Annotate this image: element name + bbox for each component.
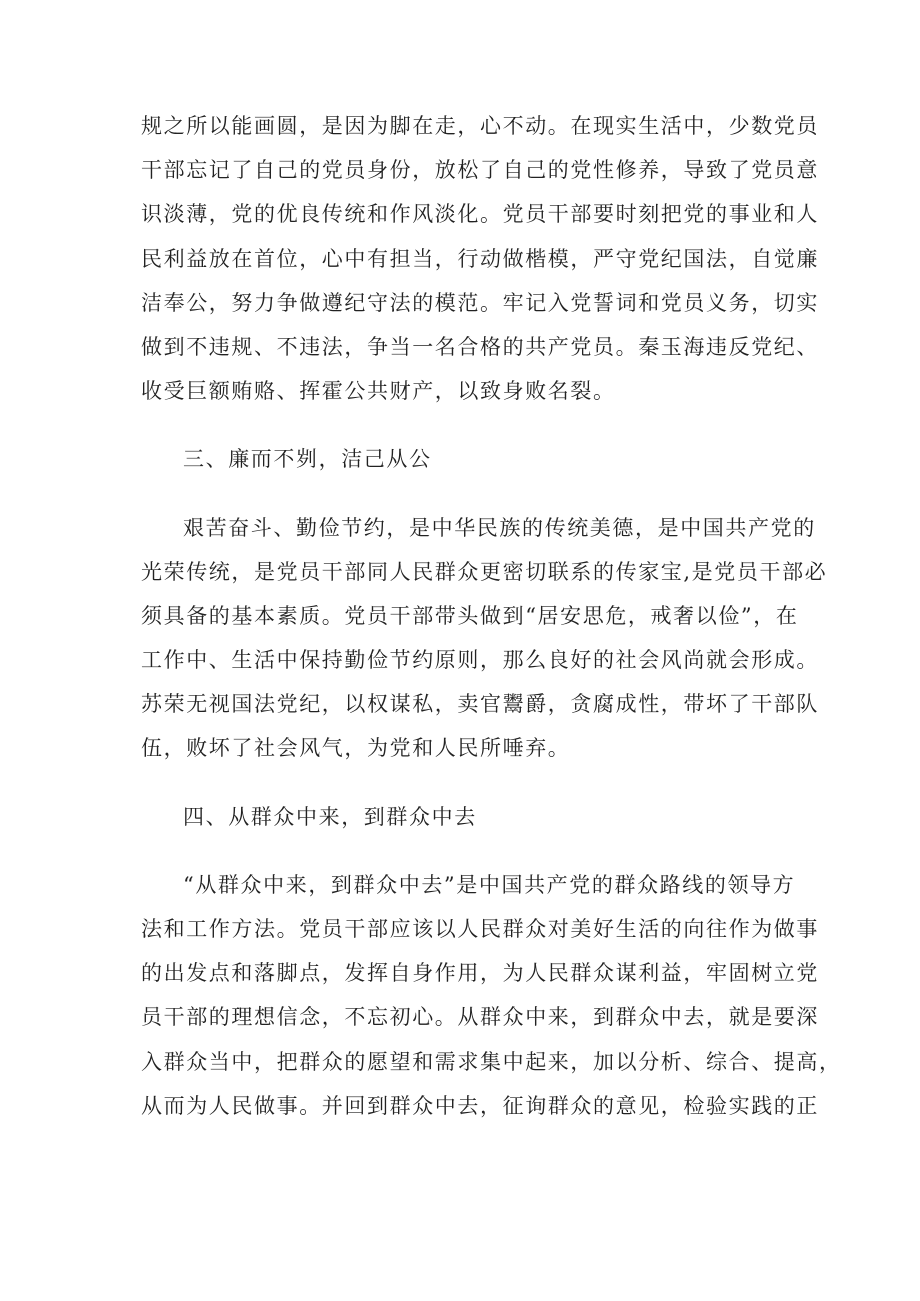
paragraph-2-line: 伍，败坏了社会风气，为党和人民所唾弃。 bbox=[141, 736, 571, 761]
spacer bbox=[141, 413, 795, 437]
paragraph-3-line: 的出发点和落脚点，发挥自身作用，为人民群众谋利益，牢固树立党 bbox=[141, 961, 819, 986]
paragraph-1-line: 做到不违规、不违法，争当一名合格的共产党员。秦玉海违反党纪、 bbox=[141, 334, 819, 359]
spacer bbox=[141, 839, 795, 863]
paragraph-1-line: 识淡薄，党的优良传统和作风淡化。党员干部要时刻把党的事业和人 bbox=[141, 202, 819, 227]
paragraph-3 bbox=[141, 863, 842, 1128]
paragraph-1-line: 规之所以能画圆，是因为脚在走，心不动。在现实生活中，少数党员 bbox=[141, 114, 819, 138]
document-body bbox=[141, 104, 842, 1128]
paragraph-1-line: 收受巨额贿赂、挥霍公共财产，以致身败名裂。 bbox=[141, 379, 616, 404]
paragraph-3-line: 员干部的理想信念，不忘初心。从群众中来，到群众中去，就是要深 bbox=[141, 1005, 819, 1030]
spacer bbox=[141, 482, 795, 506]
paragraph-1-line: 干部忘记了自己的党员身份，放松了自己的党性修养，导致了党员意 bbox=[141, 158, 819, 183]
spacer bbox=[141, 771, 795, 795]
paragraph-3-line: 入群众当中，把群众的愿望和需求集中起来，加以分析、综合、提高， bbox=[141, 1049, 842, 1074]
paragraph-2-line: 须具备的基本素质。党员干部带头做到“居安思危，戒奢以俭”，在 bbox=[141, 603, 799, 628]
paragraph-3-line: 从而为人民做事。并回到群众中去，征询群众的意见，检验实践的正 bbox=[141, 1093, 819, 1118]
paragraph-1 bbox=[141, 104, 819, 413]
paragraph-2 bbox=[141, 506, 828, 771]
paragraph-1-line: 洁奉公，努力争做遵纪守法的模范。牢记入党誓词和党员义务，切实 bbox=[141, 290, 819, 315]
paragraph-2-line: 工作中、生活中保持勤俭节约原则，那么良好的社会风尚就会形成。 bbox=[141, 648, 819, 673]
paragraph-1-line: 民利益放在首位，心中有担当，行动做楷模，严守党纪国法，自觉廉 bbox=[141, 246, 819, 271]
paragraph-2-line: 苏荣无视国法党纪，以权谋私，卖官鬻爵，贪腐成性，带坏了干部队 bbox=[141, 692, 819, 717]
section-heading-4: 四、从群众中来，到群众中去 bbox=[183, 804, 477, 829]
paragraph-3-line: “从群众中来，到群众中去”是中国共产党的群众路线的领导方 bbox=[183, 872, 796, 897]
paragraph-3-line: 法和工作方法。党员干部应该以人民群众对美好生活的向往作为做事 bbox=[141, 917, 819, 941]
paragraph-2-line: 艰苦奋斗、勤俭节约，是中华民族的传统美德，是中国共产党的 bbox=[183, 515, 816, 540]
section-heading-3: 三、廉而不刿，洁己从公 bbox=[183, 447, 432, 472]
paragraph-2-line: 光荣传统，是党员干部同人民群众更密切联系的传家宝,是党员干部必 bbox=[141, 559, 828, 584]
